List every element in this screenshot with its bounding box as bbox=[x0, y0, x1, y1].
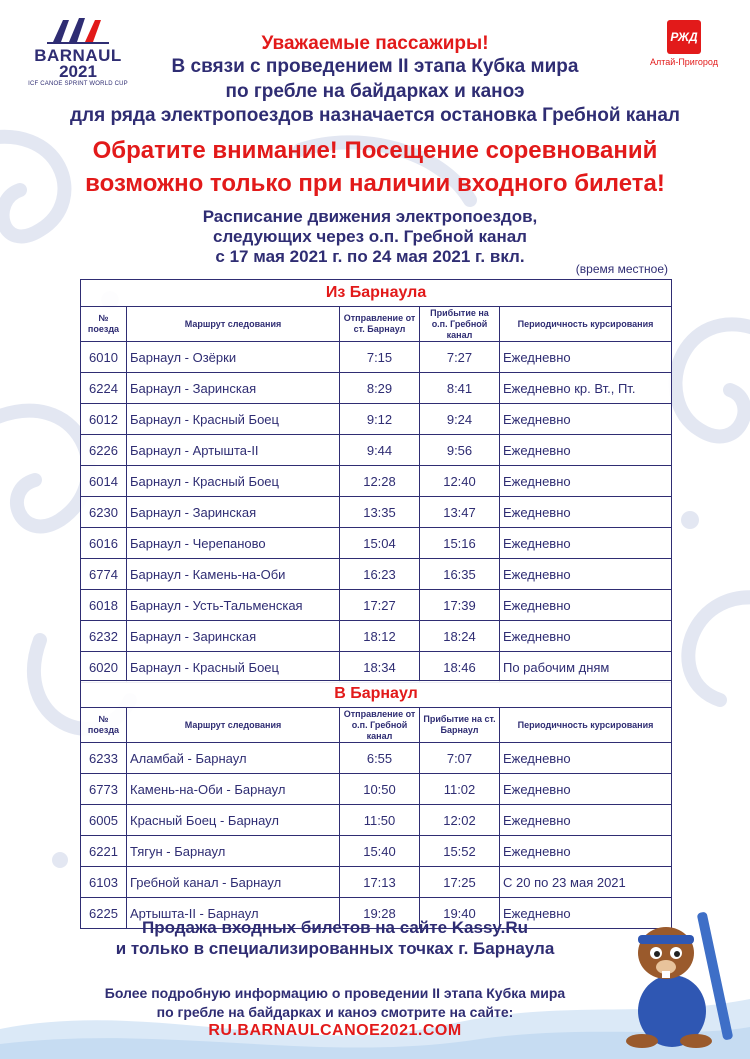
period-cell: Ежедневно bbox=[500, 559, 672, 590]
arrival-cell: 7:07 bbox=[420, 743, 500, 774]
period-cell: Ежедневно bbox=[500, 342, 672, 373]
departure-cell: 17:27 bbox=[340, 590, 420, 621]
table-row bbox=[81, 404, 672, 435]
departure-cell: 15:04 bbox=[340, 528, 420, 559]
route-cell: Барнаул - Черепаново bbox=[127, 528, 340, 559]
logo-subtitle: ICF CANOE SPRINT WORLD CUP bbox=[28, 81, 128, 87]
train-number-cell: 6103 bbox=[81, 867, 127, 898]
departure-cell: 9:44 bbox=[340, 435, 420, 466]
warning-line-1: Обратите внимание! Посещение соревнований bbox=[92, 137, 658, 164]
announcement-line-2: В связи с проведением II этапа Кубка мира bbox=[171, 56, 579, 77]
section-title-from: Из Барнаула bbox=[81, 280, 672, 307]
period-cell: Ежедневно bbox=[500, 836, 672, 867]
route-cell: Барнаул - Камень-на-Оби bbox=[127, 559, 340, 590]
logo-year: 2021 bbox=[59, 62, 97, 81]
tickets-line-1: Продажа входных билетов на сайте Kassy.Ru bbox=[142, 918, 528, 937]
route-cell: Барнаул - Заринская bbox=[127, 621, 340, 652]
route-cell: Тягун - Барнаул bbox=[127, 836, 340, 867]
route-cell: Барнаул - Артышта-II bbox=[127, 435, 340, 466]
route-cell: Красный Боец - Барнаул bbox=[127, 805, 340, 836]
train-number-cell: 6233 bbox=[81, 743, 127, 774]
col-header-period: Периодичность курсирования bbox=[500, 708, 672, 743]
arrival-cell: 17:39 bbox=[420, 590, 500, 621]
section-title-to: В Барнаул bbox=[81, 681, 672, 708]
logo-city: BARNAUL bbox=[34, 46, 122, 65]
col-header-route: Маршрут следования bbox=[127, 708, 340, 743]
table-row bbox=[81, 836, 672, 867]
train-number-cell: 6010 bbox=[81, 342, 127, 373]
departure-cell: 16:23 bbox=[340, 559, 420, 590]
route-cell: Гребной канал - Барнаул bbox=[127, 867, 340, 898]
arrival-cell: 16:35 bbox=[420, 559, 500, 590]
table-row bbox=[81, 621, 672, 652]
period-cell: Ежедневно bbox=[500, 590, 672, 621]
route-cell: Барнаул - Озёрки bbox=[127, 342, 340, 373]
table-row bbox=[81, 373, 672, 404]
schedule-title-2: следующих через о.п. Гребной канал bbox=[212, 227, 527, 246]
arrival-cell: 12:40 bbox=[420, 466, 500, 497]
route-cell: Барнаул - Красный Боец bbox=[127, 652, 340, 683]
arrival-cell: 15:52 bbox=[420, 836, 500, 867]
departure-cell: 19:28 bbox=[340, 898, 420, 929]
period-cell: Ежедневно bbox=[500, 404, 672, 435]
col-header-num: № поезда bbox=[81, 708, 127, 743]
arrival-cell: 13:47 bbox=[420, 497, 500, 528]
schedule-title-3: с 17 мая 2021 г. по 24 мая 2021 г. вкл. bbox=[215, 247, 525, 266]
period-cell: Ежедневно bbox=[500, 743, 672, 774]
col-header-arr: Прибытие на ст. Барнаул bbox=[420, 708, 500, 743]
departure-cell: 13:35 bbox=[340, 497, 420, 528]
train-number-cell: 6014 bbox=[81, 466, 127, 497]
table-row bbox=[81, 497, 672, 528]
table-row bbox=[81, 528, 672, 559]
departure-cell: 10:50 bbox=[340, 774, 420, 805]
arrival-cell: 11:02 bbox=[420, 774, 500, 805]
period-cell: Ежедневно bbox=[500, 774, 672, 805]
departure-cell: 12:28 bbox=[340, 466, 420, 497]
info-line-1: Более подробную информацию о проведении II этапа Кубка мира bbox=[104, 985, 566, 1001]
col-header-dep: Отправление от ст. Барнаул bbox=[340, 307, 420, 342]
train-number-cell: 6232 bbox=[81, 621, 127, 652]
route-cell: Барнаул - Красный Боец bbox=[127, 404, 340, 435]
period-cell: Ежедневно bbox=[500, 435, 672, 466]
departure-cell: 15:40 bbox=[340, 836, 420, 867]
local-time-note: (время местное) bbox=[575, 262, 668, 276]
announcement-line-3: по гребле на байдарках и каноэ bbox=[225, 81, 525, 102]
period-cell: Ежедневно bbox=[500, 805, 672, 836]
route-cell: Барнаул - Заринская bbox=[127, 497, 340, 528]
warning-line-2: возможно только при наличии входного билета! bbox=[85, 170, 665, 197]
rzd-logo-icon: РЖД bbox=[667, 20, 701, 54]
route-cell: Барнаул - Заринская bbox=[127, 373, 340, 404]
arrival-cell: 9:56 bbox=[420, 435, 500, 466]
train-number-cell: 6230 bbox=[81, 497, 127, 528]
departure-cell: 17:13 bbox=[340, 867, 420, 898]
train-number-cell: 6773 bbox=[81, 774, 127, 805]
table-row bbox=[81, 590, 672, 621]
arrival-cell: 18:46 bbox=[420, 652, 500, 683]
period-cell: Ежедневно bbox=[500, 466, 672, 497]
period-cell: По рабочим дням bbox=[500, 652, 672, 683]
table-from-barnaul bbox=[80, 279, 672, 683]
train-number-cell: 6226 bbox=[81, 435, 127, 466]
period-cell: Ежедневно bbox=[500, 528, 672, 559]
train-number-cell: 6005 bbox=[81, 805, 127, 836]
arrival-cell: 9:24 bbox=[420, 404, 500, 435]
departure-cell: 6:55 bbox=[340, 743, 420, 774]
arrival-cell: 7:27 bbox=[420, 342, 500, 373]
table-row bbox=[81, 435, 672, 466]
arrival-cell: 17:25 bbox=[420, 867, 500, 898]
train-number-cell: 6774 bbox=[81, 559, 127, 590]
train-number-cell: 6224 bbox=[81, 373, 127, 404]
departure-cell: 9:12 bbox=[340, 404, 420, 435]
schedule-title-1: Расписание движения электропоездов, bbox=[202, 207, 538, 226]
col-header-num: № поезда bbox=[81, 307, 127, 342]
table-row bbox=[81, 743, 672, 774]
period-cell: Ежедневно кр. Вт., Пт. bbox=[500, 373, 672, 404]
col-header-route: Маршрут следования bbox=[127, 307, 340, 342]
route-cell: Барнаул - Усть-Тальменская bbox=[127, 590, 340, 621]
train-number-cell: 6221 bbox=[81, 836, 127, 867]
train-number-cell: 6225 bbox=[81, 898, 127, 929]
table-row bbox=[81, 774, 672, 805]
arrival-cell: 8:41 bbox=[420, 373, 500, 404]
train-number-cell: 6016 bbox=[81, 528, 127, 559]
announcement-line-4: для ряда электропоездов назначается остановка Гребной канал bbox=[69, 105, 681, 126]
departure-cell: 18:12 bbox=[340, 621, 420, 652]
arrival-cell: 12:02 bbox=[420, 805, 500, 836]
arrival-cell: 19:40 bbox=[420, 898, 500, 929]
arrival-cell: 15:16 bbox=[420, 528, 500, 559]
table-row bbox=[81, 342, 672, 373]
tickets-line-2: и только в специализированных точках г. Барнаула bbox=[115, 939, 555, 958]
departure-cell: 11:50 bbox=[340, 805, 420, 836]
period-cell: Ежедневно bbox=[500, 621, 672, 652]
table-row bbox=[81, 466, 672, 497]
train-number-cell: 6012 bbox=[81, 404, 127, 435]
train-number-cell: 6018 bbox=[81, 590, 127, 621]
departure-cell: 18:34 bbox=[340, 652, 420, 683]
rzd-name: Алтай-Пригород bbox=[650, 57, 718, 67]
departure-cell: 8:29 bbox=[340, 373, 420, 404]
train-number-cell: 6020 bbox=[81, 652, 127, 683]
table-row bbox=[81, 805, 672, 836]
route-cell: Аламбай - Барнаул bbox=[127, 743, 340, 774]
period-cell: Ежедневно bbox=[500, 497, 672, 528]
route-cell: Артышта-II - Барнаул bbox=[127, 898, 340, 929]
table-row bbox=[81, 652, 672, 683]
period-cell: Ежедневно bbox=[500, 898, 672, 929]
col-header-dep: Отправление от о.п. Гребной канал bbox=[340, 708, 420, 743]
table-row bbox=[81, 559, 672, 590]
route-cell: Барнаул - Красный Боец bbox=[127, 466, 340, 497]
col-header-arr: Прибытие на о.п. Гребной канал bbox=[420, 307, 500, 342]
beaver-mascot-icon bbox=[602, 901, 742, 1051]
route-cell: Камень-на-Оби - Барнаул bbox=[127, 774, 340, 805]
website-link[interactable]: RU.BARNAULCANOE2021.COM bbox=[208, 1022, 462, 1039]
col-header-period: Периодичность курсирования bbox=[500, 307, 672, 342]
departure-cell: 7:15 bbox=[340, 342, 420, 373]
period-cell: С 20 по 23 мая 2021 bbox=[500, 867, 672, 898]
arrival-cell: 18:24 bbox=[420, 621, 500, 652]
greeting-heading: Уважаемые пассажиры! bbox=[261, 33, 489, 54]
table-to-barnaul bbox=[80, 680, 672, 929]
info-line-2: по гребле на байдарках и каноэ смотрите на сайте: bbox=[156, 1004, 514, 1020]
table-row bbox=[81, 867, 672, 898]
